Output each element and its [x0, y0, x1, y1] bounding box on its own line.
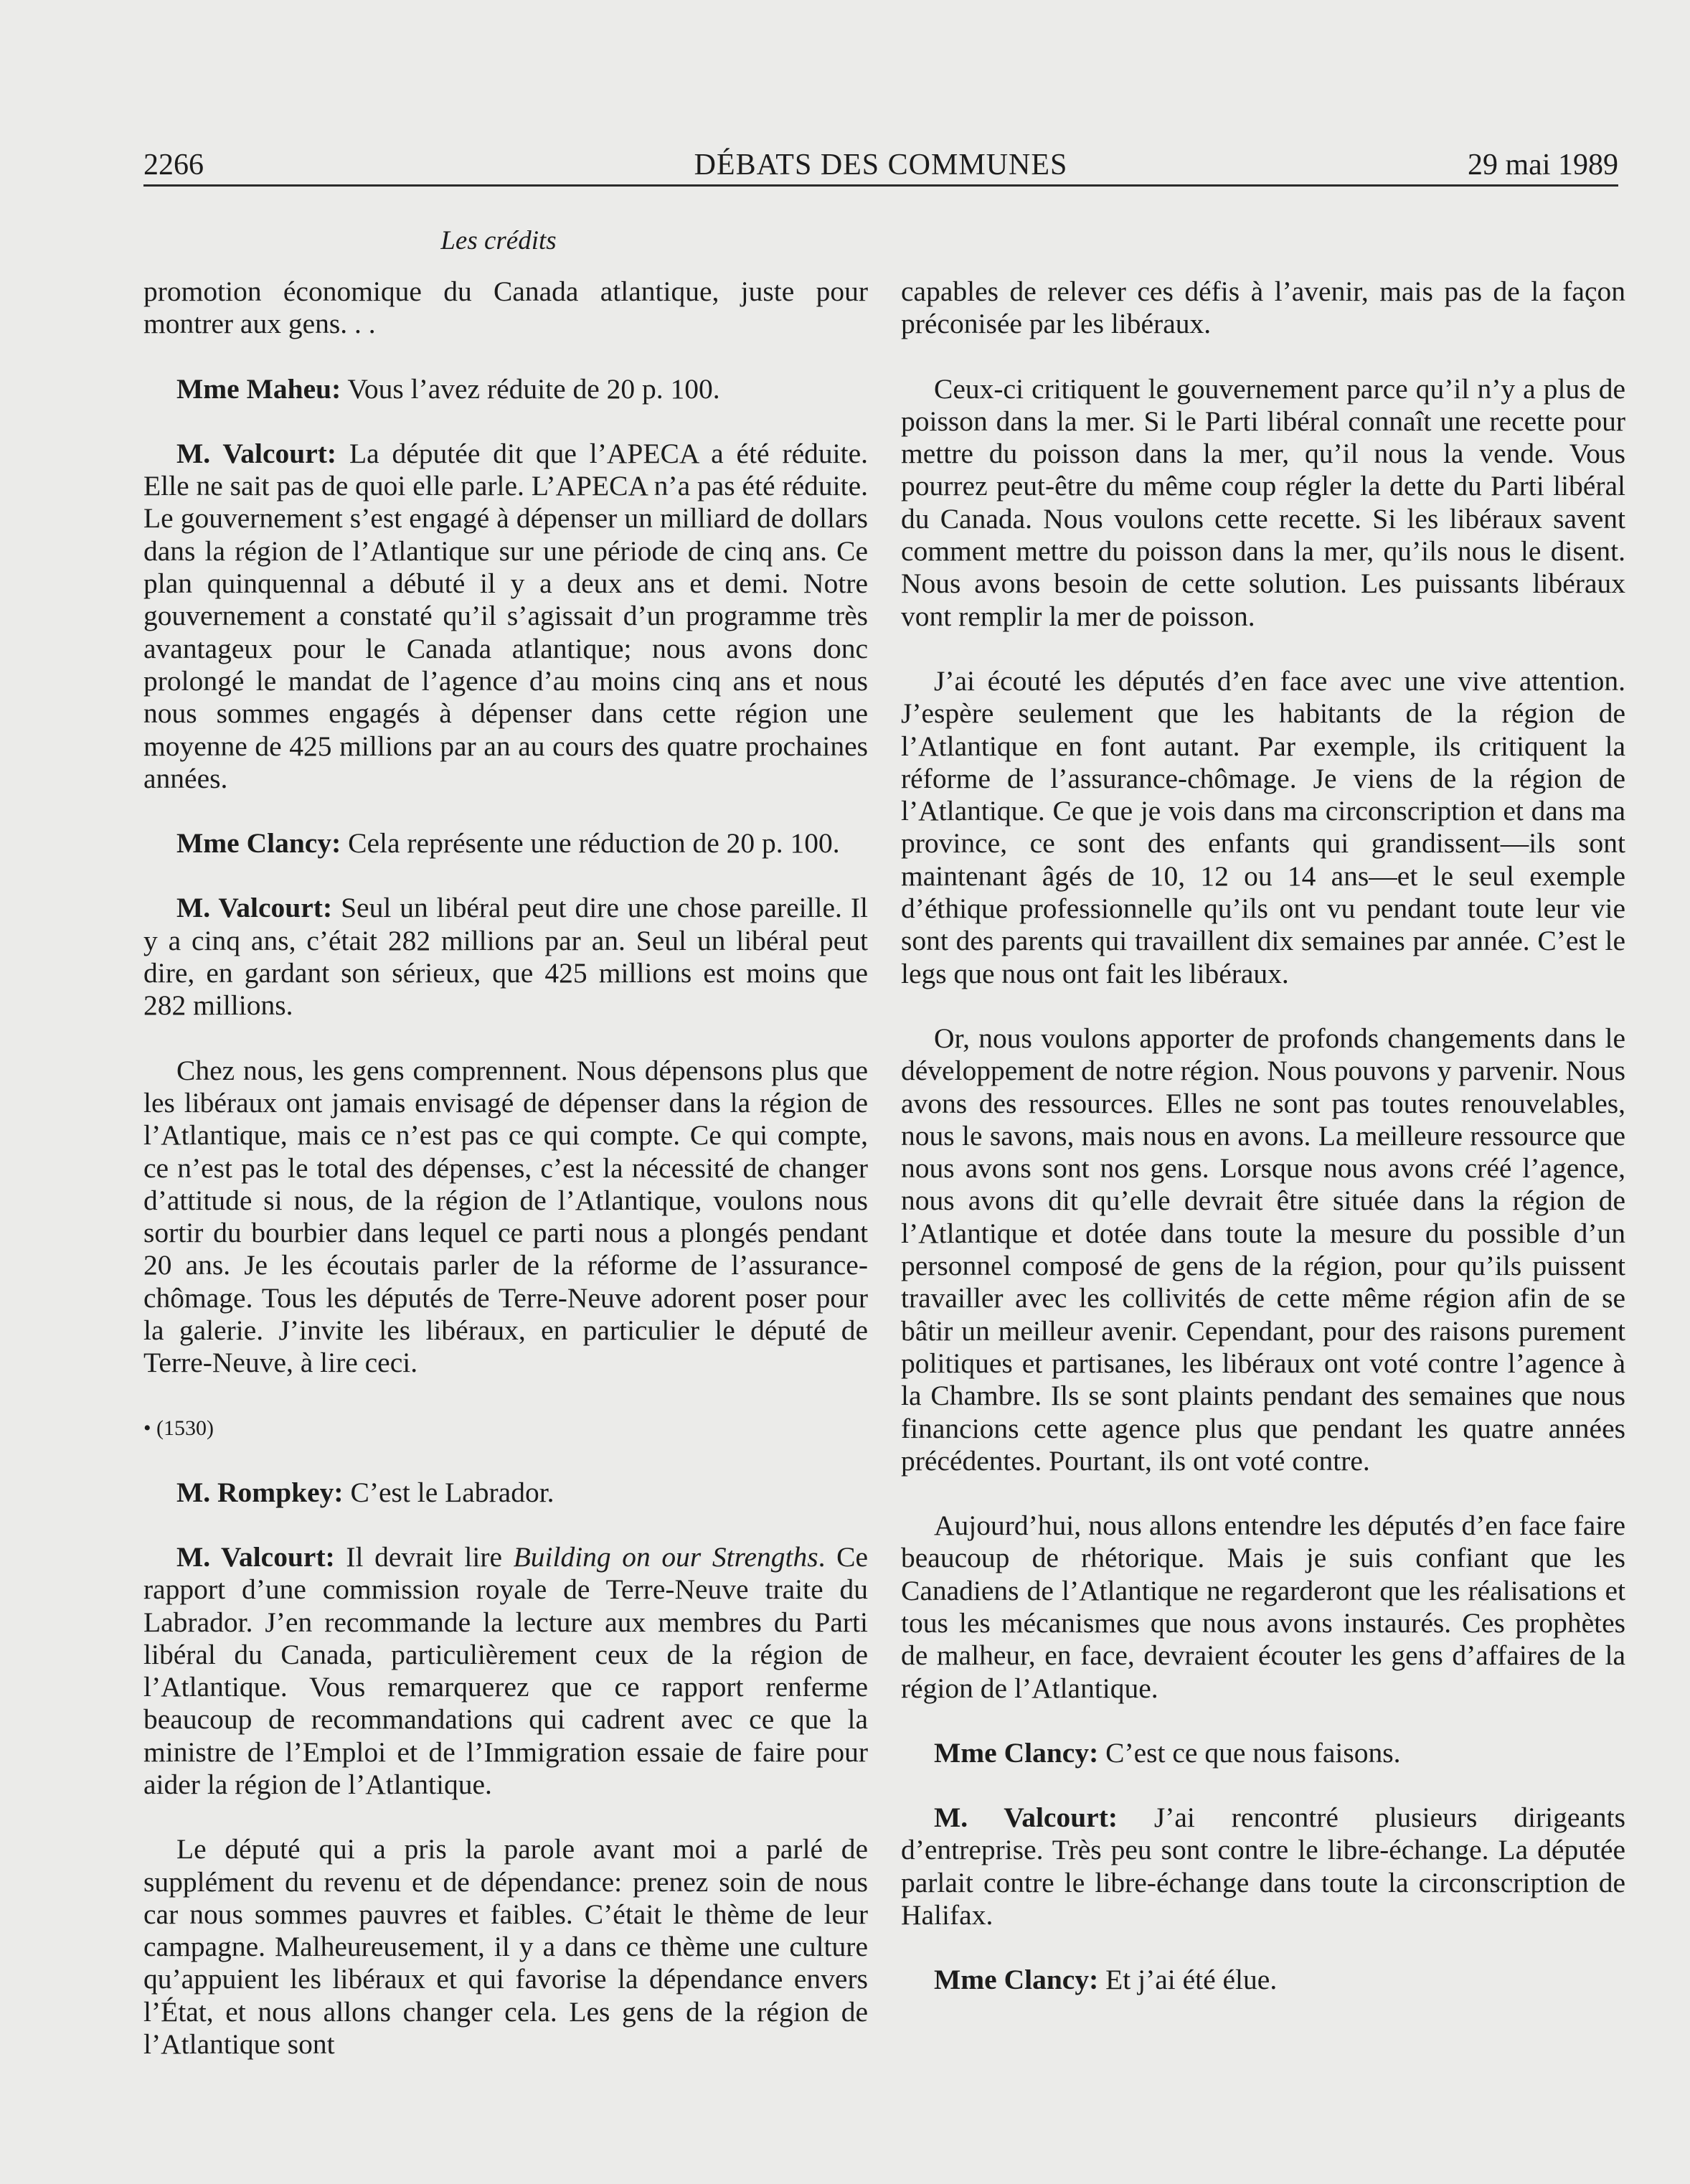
paragraph-text: Et j’ai été élue.	[1105, 1964, 1278, 1996]
paragraph	[143, 827, 868, 860]
report-title: Building on our Strengths	[513, 1540, 818, 1573]
speaker-name: Mme Clancy:	[934, 1964, 1099, 1996]
paragraph	[901, 1802, 1625, 1931]
paragraph	[901, 1510, 1625, 1705]
left-column	[143, 276, 868, 2093]
paragraph-text: Chez nous, les gens comprennent. Nous dépensons plus que les libéraux ont jamais envisagé de dépenser dans la région de l’Atlantique, mais ce n’est pas ce qui compte. Ce qui compte, ce n’est pas le total des dépenses, c’est la nécessité de changer d’attitude si nous, de la région de l’Atlantique, voulons nous sortir du bourbier dans lequel ce parti nous a plongés pendant 20 ans. Je les écoutais parler de la réforme de l’assurance-chômage. Tous les députés de Terre-Neuve adorent poser pour la galerie. J’invite les libéraux, en particulier le député de Terre-Neuve, à lire ceci.	[143, 1054, 868, 1379]
paragraph	[901, 276, 1625, 341]
paragraph-text: capables de relever ces défis à l’avenir, mais pas de la façon préconisée par les libéraux.	[901, 276, 1625, 340]
paragraph	[901, 665, 1625, 990]
paragraph	[143, 438, 868, 795]
paragraph-text: Seul un libéral peut dire une chose pareille. Il y a cinq ans, c’était 282 millions par an. Seul un libéral peut dire, en gardant son sérieux, que 425 millions est moins que 282 millions.	[143, 892, 869, 1022]
paragraph-text: C’est le Labrador.	[350, 1476, 554, 1508]
paragraph	[901, 373, 1625, 633]
paragraph-text: J’ai rencontré plusieurs dirigeants d’entreprise. Très peu sont contre le libre-échange. La députée parlait contre le libre-échange dans toute la circonscription de Halifax.	[901, 1802, 1625, 1931]
speaker-name: M. Valcourt:	[934, 1802, 1118, 1834]
paragraph-text: Il devrait lire	[346, 1540, 503, 1573]
paragraph	[143, 373, 868, 405]
paragraph	[143, 1055, 868, 1380]
time-marker-text: • (1530)	[143, 1416, 214, 1440]
speaker-name: M. Valcourt:	[176, 437, 337, 469]
page-date: 29 mai 1989	[1468, 149, 1618, 182]
paragraph	[143, 1477, 868, 1509]
time-marker	[143, 1412, 868, 1444]
header-rule	[143, 184, 1618, 187]
speaker-name: Mme Clancy:	[176, 827, 341, 860]
paragraph-text: C’est ce que nous faisons.	[1105, 1736, 1401, 1769]
paragraph-text: Cela représente une réduction de 20 p. 100.	[348, 827, 840, 860]
paragraph	[143, 1541, 868, 1801]
paragraph-text: promotion économique du Canada atlantique, juste pour montrer aux gens. . .	[143, 276, 868, 340]
page-number: 2266	[143, 149, 204, 182]
speaker-name: Mme Clancy:	[934, 1736, 1099, 1769]
paragraph-text-continued: . Ce rapport d’une commission royale de Terre-Neuve traite du Labrador. J’en recommande la lecture aux membres du Parti libéral du Canada, particulièrement ceux de la région de l’Atlantique. Vous remarquerez que ce rapport renferme beaucoup de recommandations qui cadrent avec ce que la ministre de l’Emploi et de l’Immigration essaie de faire pour aider la région de l’Atlantique.	[143, 1540, 868, 1800]
paragraph	[901, 1737, 1625, 1769]
speaker-name: Mme Maheu:	[176, 372, 341, 405]
paragraph	[143, 892, 868, 1022]
paragraph-text: La députée dit que l’APECA a été réduite. Elle ne sait pas de quoi elle parle. L’APECA n’a pas été réduite. Le gouvernement s’est engagé à dépenser un milliard de dollars dans la région de l’Atlantique sur une période de cinq ans. Ce plan quinquennal a débuté il y a deux ans et demi. Notre gouvernement a constaté qu’il s’agissait d’un programme très avantageux pour le Canada atlantique; nous avons donc prolongé le mandat de l’agence d’au moins cinq ans et nous nous sommes engagés à dépenser dans cette région une moyenne de 425 millions par an au cours des quatre prochaines années.	[143, 437, 869, 794]
paragraph-text: Aujourd’hui, nous allons entendre les députés d’en face faire beaucoup de rhétorique. Mais je suis confiant que les Canadiens de l’Atlantique ne regarderont que les réalisations et tous les mécanismes que nous avons instaurés. Ces prophètes de malheur, en face, devraient écouter les gens d’affaires de la région de l’Atlantique.	[901, 1510, 1625, 1704]
paragraph-text: Or, nous voulons apporter de profonds changements dans le développement de notre région. Nous pouvons y parvenir. Nous avons des ressources. Elles ne sont pas toutes renouvelables, nous le savons, mais nous en avons. La meilleure ressource que nous avons sont nos gens. Lorsque nous avons créé l’agence, nous avons dit qu’elle devrait être située dans la région de l’Atlantique et dotée dans toute la mesure du possible d’un personnel composé de gens de la région, pour qu’ils puissent travailler avec les collivités de cette même région afin de se bâtir un meilleur avenir. Cependant, pour des raisons purement politiques et partisanes, les libéraux ont voté contre l’agence à la Chambre. Ils se sont plaints pendant des semaines que nous financions cette agence plus que pendant les quatre années précédentes. Pourtant, ils ont voté contre.	[901, 1022, 1625, 1477]
paragraph	[143, 276, 868, 341]
publication-title: DÉBATS DES COMMUNES	[694, 149, 1068, 182]
paragraph-text: Le député qui a pris la parole avant moi a parlé de supplément du revenu et de dépendance: prenez soin de nous car nous sommes pauvres et faibles. C’était le thème de leur campagne. Malheureusement, il y a dans ce thème une culture qu’appuient les libéraux et qui favorise la dépendance envers l’État, et nous allons changer cela. Les gens de la région de l’Atlantique sont	[143, 1833, 868, 2061]
right-column	[901, 276, 1625, 2029]
paragraph	[901, 1022, 1625, 1477]
section-title: Les crédits	[440, 226, 557, 255]
speaker-name: M. Rompkey:	[176, 1476, 344, 1508]
paragraph	[143, 1833, 868, 2061]
paragraph-text: Ceux-ci critiquent le gouvernement parce qu’il n’y a plus de poisson dans la mer. Si le Parti libéral connaît une recette pour mettre du poisson dans la mer, qu’il nous la vende. Vous pourrez peut-être du même coup régler la dette du Parti libéral du Canada. Nous voulons cette recette. Si les libéraux savent comment mettre du poisson dans la mer, qu’ils nous le disent. Nous avons besoin de cette solution. Les puissants libéraux vont remplir la mer de poisson.	[901, 372, 1625, 632]
paragraph	[901, 1964, 1625, 1996]
speaker-name: M. Valcourt:	[176, 1540, 335, 1573]
page-header	[143, 143, 1618, 187]
paragraph-text: Vous l’avez réduite de 20 p. 100.	[347, 372, 720, 405]
paragraph-text: J’ai écouté les députés d’en face avec une vive attention. J’espère seulement que les habitants de la région de l’Atlantique en font autant. Par exemple, ils critiquent la réforme de l’assurance-chômage. Je viens de la région de l’Atlantique. Ce que je vois dans ma circonscription et dans ma province, ce sont des enfants qui grandissent—ils sont maintenant âgés de 10, 12 ou 14 ans—et le seul exemple d’éthique professionnelle qu’ils ont vu pendant toute leur vie sont des parents qui travaillent dix semaines par année. C’est le legs que nous ont fait les libéraux.	[901, 664, 1625, 989]
speaker-name: M. Valcourt:	[176, 892, 333, 924]
